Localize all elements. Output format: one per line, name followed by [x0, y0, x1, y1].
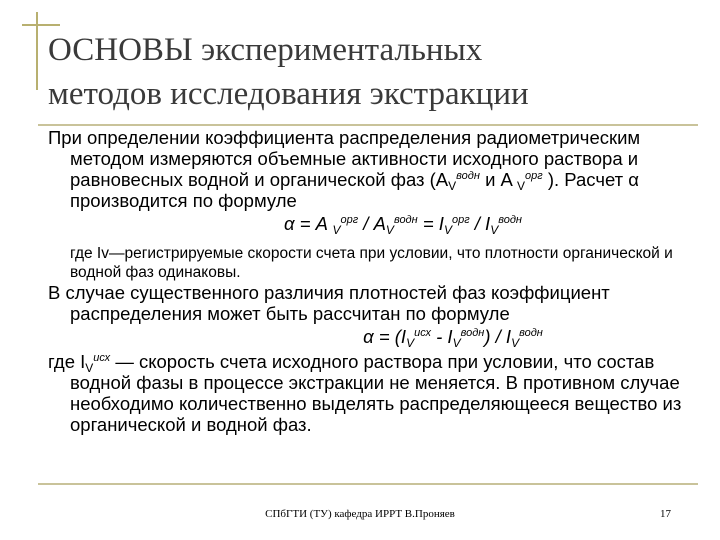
f1-sup-1: орг	[340, 214, 359, 226]
p1-subscript-v1: V	[448, 179, 457, 193]
f1-sup-3: орг	[451, 214, 470, 226]
f1-sup-4: водн	[498, 214, 522, 226]
f1-part-a: α = A	[284, 213, 333, 234]
f2-sup-3: водн	[519, 327, 543, 339]
f1-part-d: / I	[469, 213, 491, 234]
title-line-1: ОСНОВЫ экспериментальных	[48, 32, 483, 68]
f2-part-c: ) / I	[484, 326, 512, 347]
f1-part-b: / A	[358, 213, 386, 234]
p1-superscript-org: орг	[525, 170, 543, 182]
p1-and: и A	[479, 169, 518, 190]
p1-superscript-aq: водн	[456, 170, 480, 182]
f1-sup-2: водн	[393, 214, 418, 226]
f2-sub-3: V	[511, 336, 520, 350]
p1-end: ). Расчет α производится по формуле	[70, 169, 639, 211]
title-line-2: методов исследования экстракции	[48, 76, 529, 112]
slide-title	[48, 28, 708, 116]
note-count-rates: где Iv—регистрируемые скорости счета при условии, что плотности органической и водной фаз одинаковы.	[70, 245, 673, 281]
f2-sup-1: исх	[414, 327, 431, 339]
page-number: 17	[660, 508, 671, 520]
decorative-horizontal-bar	[22, 24, 60, 26]
paragraph-density: В случае существенного различия плотностей фаз коэффициент распределения может быть рассчитан по формуле	[48, 282, 610, 324]
p3-part-a: где I	[48, 351, 86, 372]
f2-sub-1: V	[406, 336, 415, 350]
paragraph-initial-rate	[48, 351, 698, 435]
formula-1	[48, 213, 698, 237]
title-divider	[38, 124, 698, 126]
p3-part-b: — скорость счета исходного раствора при условии, что состав водной фазы в процессе экстракции не меняется. В противном случае необходимо количественно выделять распределяющееся вещество из органической и водной фаз.	[70, 351, 682, 435]
f2-part-a: α = (I	[363, 326, 407, 347]
f1-part-c: = I	[417, 213, 444, 234]
f1-sub-3: V	[443, 223, 452, 237]
p3-sup: исх	[93, 352, 111, 364]
f1-sub-4: V	[490, 223, 499, 237]
f2-part-b: - I	[430, 326, 453, 347]
footer-divider	[38, 483, 698, 485]
p3-sub: V	[85, 361, 94, 375]
f1-sub-2: V	[385, 223, 394, 237]
f2-sup-2: водн	[460, 327, 485, 339]
slide-body	[48, 127, 698, 435]
p1-text: При определении коэффициента распределения радиометрическим методом измеряются объемные активности исходного раствора и равновесных водной и органической фаз (A	[48, 127, 641, 190]
p1-subscript-v2: V	[517, 179, 526, 193]
footer-text: СПбГТИ (ТУ) кафедра ИРРТ В.Проняев	[265, 508, 455, 520]
paragraph-radiometric	[48, 127, 698, 211]
f1-sub-1: V	[332, 223, 341, 237]
f2-sub-2: V	[452, 336, 461, 350]
formula-2	[48, 326, 698, 350]
